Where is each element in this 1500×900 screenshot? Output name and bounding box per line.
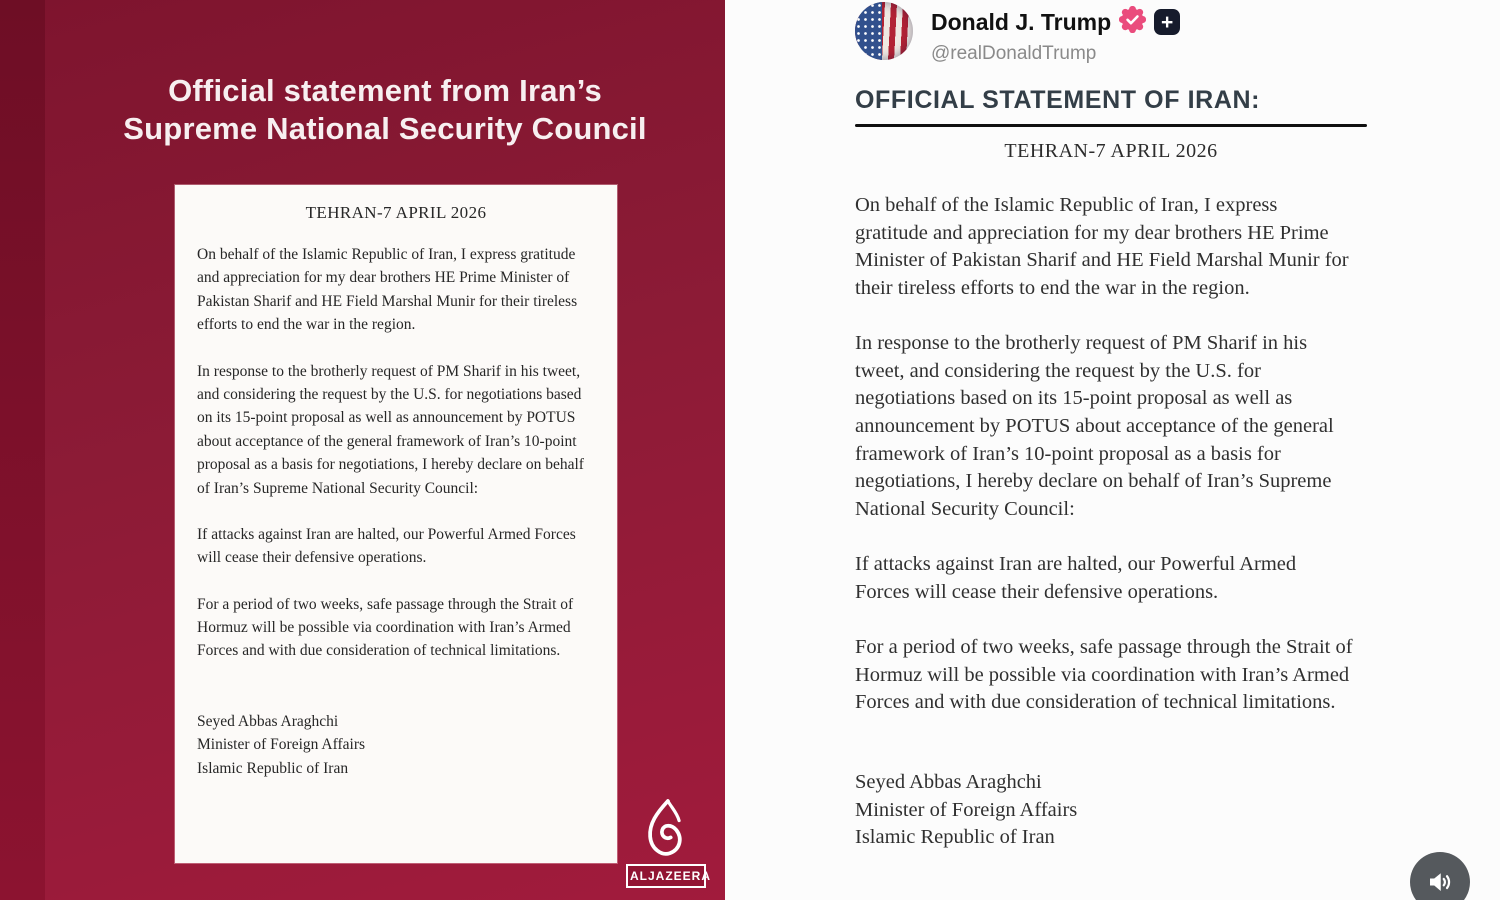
post-body [855,192,1355,852]
heading-underline [855,124,1367,127]
statement-document-card [175,185,617,863]
post-identity [931,2,1180,65]
name-row [931,6,1180,38]
truth-plus-glyph: + [1161,10,1174,34]
statement-signature [197,710,595,780]
statement-paragraph-1: On behalf of the Islamic Republic of Iran, I express gratitude and appreciation for my dear brothers HE Prime Minister of Pakistan Sharif and HE Field Marshal Munir for their tireless efforts to end the war in the region. [197,246,578,334]
graphic-headline [45,72,725,148]
statement-dateline: TEHRAN-7 APRIL 2026 [305,203,487,222]
verified-badge-icon [1119,6,1146,38]
post-paragraph-1: On behalf of the Islamic Republic of Iran, I express gratitude and appreciation for my dear brothers HE Prime Minister of Pakistan Sharif and HE Field Marshal Munir for their tireless efforts to end the war in the region. [855,194,1349,299]
avatar[interactable] [855,2,913,60]
signature-name: Seyed Abbas Araghchi [197,712,339,730]
post-signature-country: Islamic Republic of Iran [855,826,1055,849]
statement-paragraph-4: For a period of two weeks, safe passage through the Strait of Hormuz will be possible via coordination with Iran’s Armed Forces and with due consideration of technical limitations. [197,595,574,660]
post-header [855,2,1180,65]
account-handle[interactable]: @realDonaldTrump [931,43,1097,64]
aljazeera-logo [626,798,712,888]
post-signature [855,769,1355,852]
signature-title: Minister of Foreign Affairs [197,736,366,754]
post-paragraph-4: For a period of two weeks, safe passage through the Strait of Hormuz will be possible via coordination with Iran’s Armed Forces and with due consideration of technical limitations. [855,636,1353,714]
truth-social-badge-icon [1154,9,1180,35]
audio-unmute-button[interactable] [1410,852,1470,900]
post-dateline: TEHRAN-7 APRIL 2026 [1004,140,1218,162]
post-signature-title: Minister of Foreign Affairs [855,798,1078,821]
post-heading: OFFICIAL STATEMENT OF IRAN: [855,86,1261,114]
aljazeera-wordmark: ALJAZEERA [626,864,706,888]
left-edge-strip [0,0,45,900]
post-signature-name: Seyed Abbas Araghchi [855,771,1042,793]
post-paragraph-2: In response to the brotherly request of PM Sharif in his tweet, and considering the request by the U.S. for negotiations based on its 15-point proposal as well as announcement by POTUS about acceptance of the general framework of Iran’s 10-point proposal as a basis for negotiations, I hereby declare on behalf of Iran’s Supreme National Security Council: [855,332,1334,520]
display-name[interactable]: Donald J. Trump [931,8,1112,35]
statement-paragraph-3: If attacks against Iran are halted, our Powerful Armed Forces will cease their defensive operations. [197,525,576,567]
graphic-headline-line2: Supreme National Security Council [123,110,647,146]
post-paragraph-3: If attacks against Iran are halted, our Powerful Armed Forces will cease their defensive operations. [855,553,1297,603]
signature-country: Islamic Republic of Iran [197,759,349,777]
speaker-icon [1425,867,1455,897]
statement-paragraph-2: In response to the brotherly request of PM Sharif in his tweet, and considering the request by the U.S. for negotiations based on its 15-point proposal as well as announcement by POTUS about acceptance of the general framework of Iran’s 10-point proposal as a basis for negotiations, I hereby declare on behalf of Iran’s Supreme National Security Council: [197,362,584,497]
aljazeera-flame-icon [638,798,694,860]
news-graphic-panel [0,0,725,900]
graphic-headline-line1: Official statement from Iran’s [168,73,602,108]
social-post-panel [725,0,1500,900]
